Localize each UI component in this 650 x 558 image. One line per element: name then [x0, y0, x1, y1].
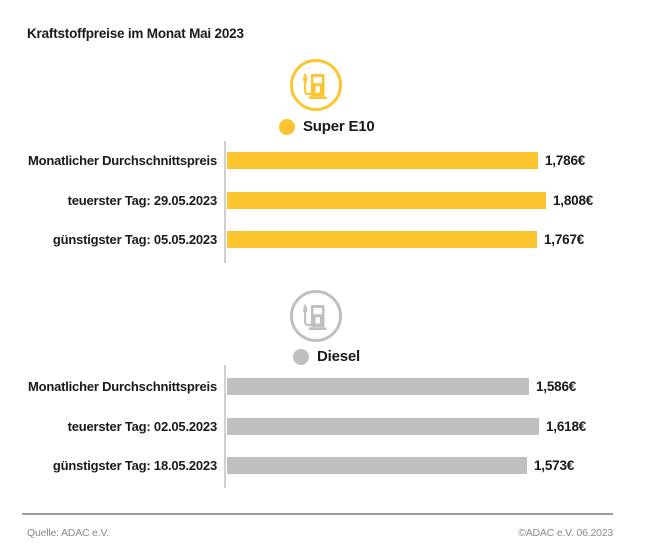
bar-group	[227, 378, 576, 395]
bar-label: teuerster Tag: 02.05.2023	[67, 419, 217, 434]
fuel-pump-icon	[299, 299, 333, 333]
legend-dot-icon	[279, 119, 295, 135]
bar-group	[227, 192, 593, 209]
bar-label: günstigster Tag: 18.05.2023	[52, 458, 217, 473]
super-e10-badge	[290, 59, 342, 111]
bar-diesel-max	[227, 418, 539, 435]
bar-value: 1,573€	[534, 458, 575, 473]
bar-label: Monatlicher Durchschnittspreis	[27, 153, 217, 168]
bar-row-diesel-max	[0, 418, 650, 435]
bar-value: 1,618€	[546, 419, 587, 434]
bar-row-diesel-average	[0, 378, 650, 395]
legend-label-super-e10: Super E10	[303, 118, 375, 135]
bar-row-diesel-min	[0, 457, 650, 474]
bar-diesel-average	[227, 378, 529, 395]
bar-label: günstigster Tag: 05.05.2023	[52, 232, 217, 247]
bar-group	[227, 457, 574, 474]
bar-group	[227, 418, 586, 435]
bar-row-e10-average	[0, 152, 650, 169]
bar-group	[227, 152, 585, 169]
footer-source: Quelle: ADAC e.V.	[27, 527, 110, 539]
bar-group	[227, 231, 584, 248]
diesel-badge	[290, 290, 342, 342]
bar-e10-max	[227, 192, 546, 209]
bar-value: 1,586€	[536, 379, 577, 394]
footer-divider	[22, 513, 613, 515]
bar-row-e10-max	[0, 192, 650, 209]
footer-copyright: ©ADAC e.V. 06.2023	[518, 527, 613, 539]
fuel-pump-icon	[299, 68, 333, 102]
bar-e10-min	[227, 231, 537, 248]
page-title: Kraftstoffpreise im Monat Mai 2023	[27, 26, 244, 41]
bar-label: Monatlicher Durchschnittspreis	[27, 379, 217, 394]
bar-value: 1,767€	[544, 232, 585, 247]
bar-diesel-min	[227, 457, 527, 474]
bar-label: teuerster Tag: 29.05.2023	[67, 193, 217, 208]
legend-super-e10	[279, 118, 375, 135]
bar-value: 1,786€	[545, 153, 586, 168]
bar-row-e10-min	[0, 231, 650, 248]
bar-e10-average	[227, 152, 538, 169]
bar-value: 1,808€	[553, 193, 594, 208]
legend-dot-icon	[293, 349, 309, 365]
legend-diesel	[293, 348, 360, 365]
legend-label-diesel: Diesel	[317, 348, 360, 365]
